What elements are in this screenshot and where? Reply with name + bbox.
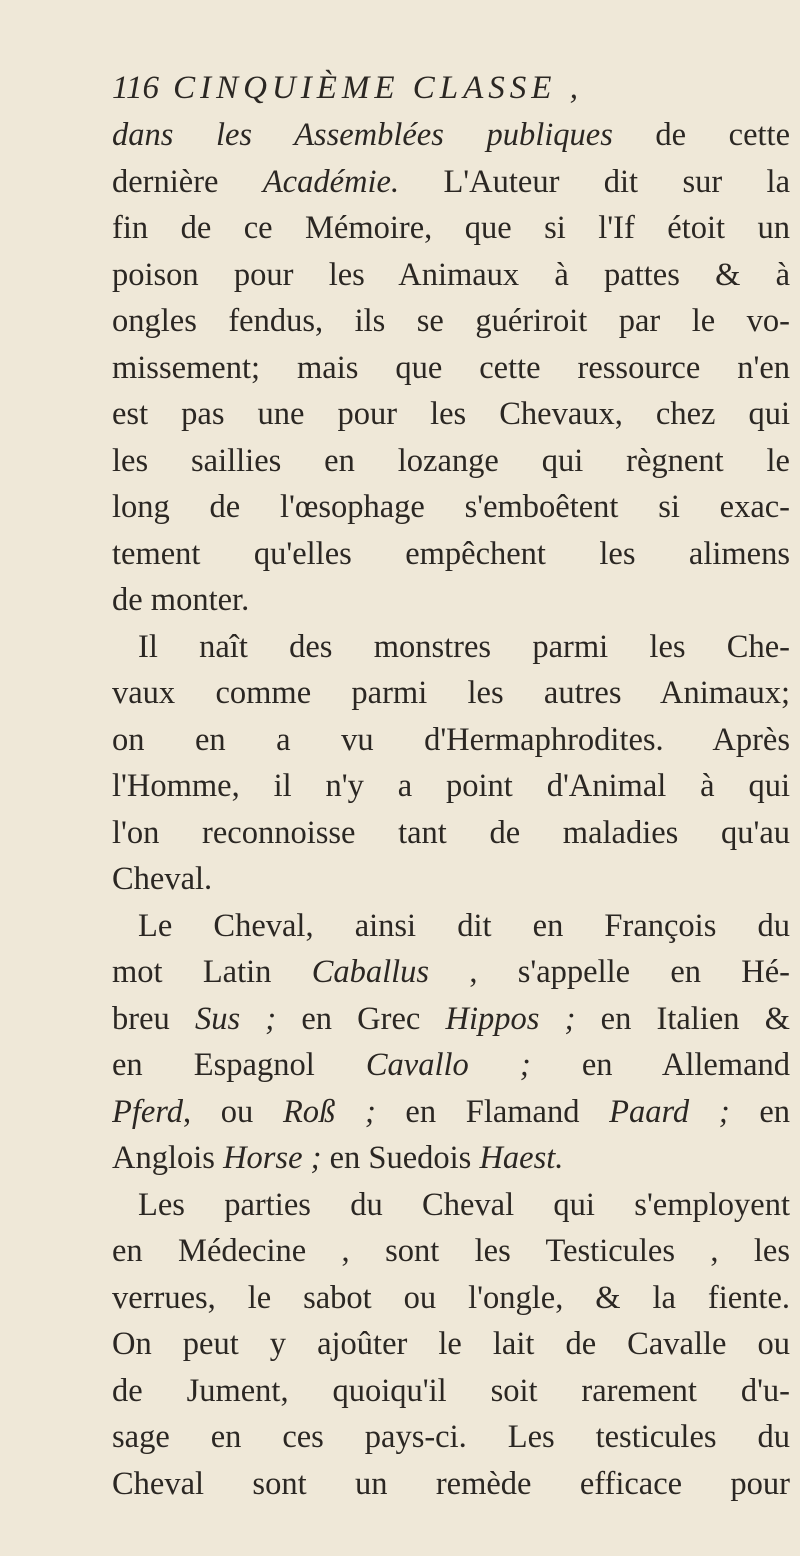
text-line [112, 391, 790, 438]
italic-text: Académie. [262, 163, 400, 200]
text-line [112, 1089, 790, 1136]
text-segment: L'Auteur dit sur la [399, 163, 790, 200]
text-line [112, 1182, 790, 1229]
text-line [112, 345, 790, 392]
text-segment: sage en ces pays-ci. Les testicules du [112, 1419, 790, 1455]
text-segment: poison pour les Animaux à pattes & à [112, 256, 790, 293]
text-segment: Le Cheval, ainsi dit en François du [138, 907, 790, 944]
text-segment: de monter. [112, 582, 250, 618]
text-line [112, 1275, 790, 1322]
text-line [112, 903, 790, 950]
text-segment: on en a vu d'Hermaphrodites. Après [112, 721, 790, 758]
running-head-title: CINQUIÈME CLASSE , [173, 70, 583, 106]
text-line [112, 1228, 790, 1275]
italic-text: Assemblées publiques [294, 117, 613, 153]
text-segment: tement qu'elles empêchent les alimens [112, 535, 790, 572]
text-segment: en Grec [276, 1000, 446, 1037]
text-segment: Cheval sont un remède efficace pour [112, 1465, 790, 1502]
text-segment: les saillies en lozange qui règnent le [112, 442, 790, 479]
text-segment: fin de ce Mémoire, que si l'If étoit un [112, 210, 790, 246]
text-segment: missement; mais que cette ressource n'en [112, 349, 790, 386]
text-line [112, 159, 790, 206]
text-segment: On peut y ajoûter le lait de Cavalle ou [112, 1326, 790, 1362]
text-line [112, 112, 790, 159]
text-line [112, 438, 790, 485]
text-line [112, 1461, 790, 1508]
italic-text: Paard ; [609, 1093, 730, 1130]
text-line [112, 670, 790, 717]
text-line [112, 949, 790, 996]
text-segment: mot Latin [112, 954, 312, 990]
italic-text: Caballus [311, 954, 430, 990]
text-line [112, 577, 790, 624]
text-line [112, 1135, 790, 1182]
text-segment: long de l'œsophage s'emboêtent si exac- [112, 489, 790, 525]
text-segment: breu [112, 1000, 195, 1037]
text-segment: en Italien & [575, 1000, 790, 1037]
text-segment: en Espagnol [112, 1047, 366, 1083]
italic-text: Roß ; [282, 1093, 376, 1130]
italic-text: Pferd [112, 1093, 183, 1130]
text-segment: l'Homme, il n'y a point d'Animal à qui [112, 768, 790, 804]
text-line [112, 1321, 790, 1368]
text-segment: Anglois [112, 1140, 224, 1176]
text-segment: , s'appelle en Hé- [429, 954, 790, 990]
text-segment: Cheval. [112, 861, 213, 897]
italic-text: Sus ; [194, 1000, 277, 1037]
body-text [112, 112, 790, 1507]
text-segment: vaux comme parmi les autres Animaux; [112, 675, 790, 711]
page-number: 116 [112, 70, 160, 106]
italic-text: Cavallo ; [365, 1047, 531, 1083]
text-line [112, 1042, 790, 1089]
text-line [112, 298, 790, 345]
text-line [112, 484, 790, 531]
running-head [112, 64, 790, 112]
text-line [112, 810, 790, 857]
text-segment: l'on reconnoisse tant de maladies qu'au [112, 814, 790, 851]
text-segment: de Jument, quoiqu'il soit rarement d'u- [112, 1372, 790, 1409]
text-segment: en Suedois [321, 1140, 480, 1176]
italic-text: Hippos ; [445, 1000, 576, 1037]
text-line [112, 624, 790, 671]
text-line [112, 856, 790, 903]
text-segment: en Allemand [530, 1047, 790, 1083]
text-line [112, 1414, 790, 1461]
text-line [112, 996, 790, 1043]
text-segment: en Médecine , sont les Testicules , les [112, 1233, 790, 1269]
italic-text: dans les [112, 117, 295, 153]
text-segment: en Flamand [375, 1093, 610, 1130]
text-segment: ongles fendus, ils se guériroit par le vo- [112, 303, 790, 339]
text-segment: , ou [183, 1093, 283, 1130]
text-segment: est pas une pour les Chevaux, chez qui [112, 396, 790, 432]
text-line [112, 252, 790, 299]
text-segment: en [729, 1093, 790, 1130]
text-line [112, 1368, 790, 1415]
text-segment: verrues, le sabot ou l'ongle, & la fiente. [112, 1279, 790, 1316]
text-line [112, 763, 790, 810]
text-line [112, 717, 790, 764]
text-segment: de cette [612, 117, 790, 153]
italic-text: Horse ; [223, 1140, 322, 1176]
italic-text: Haest. [479, 1140, 564, 1176]
text-line [112, 205, 790, 252]
text-segment: Il naît des monstres parmi les Che- [138, 628, 790, 665]
text-segment: dernière [112, 163, 263, 200]
text-line [112, 531, 790, 578]
text-segment: Les parties du Cheval qui s'employent [138, 1186, 790, 1223]
